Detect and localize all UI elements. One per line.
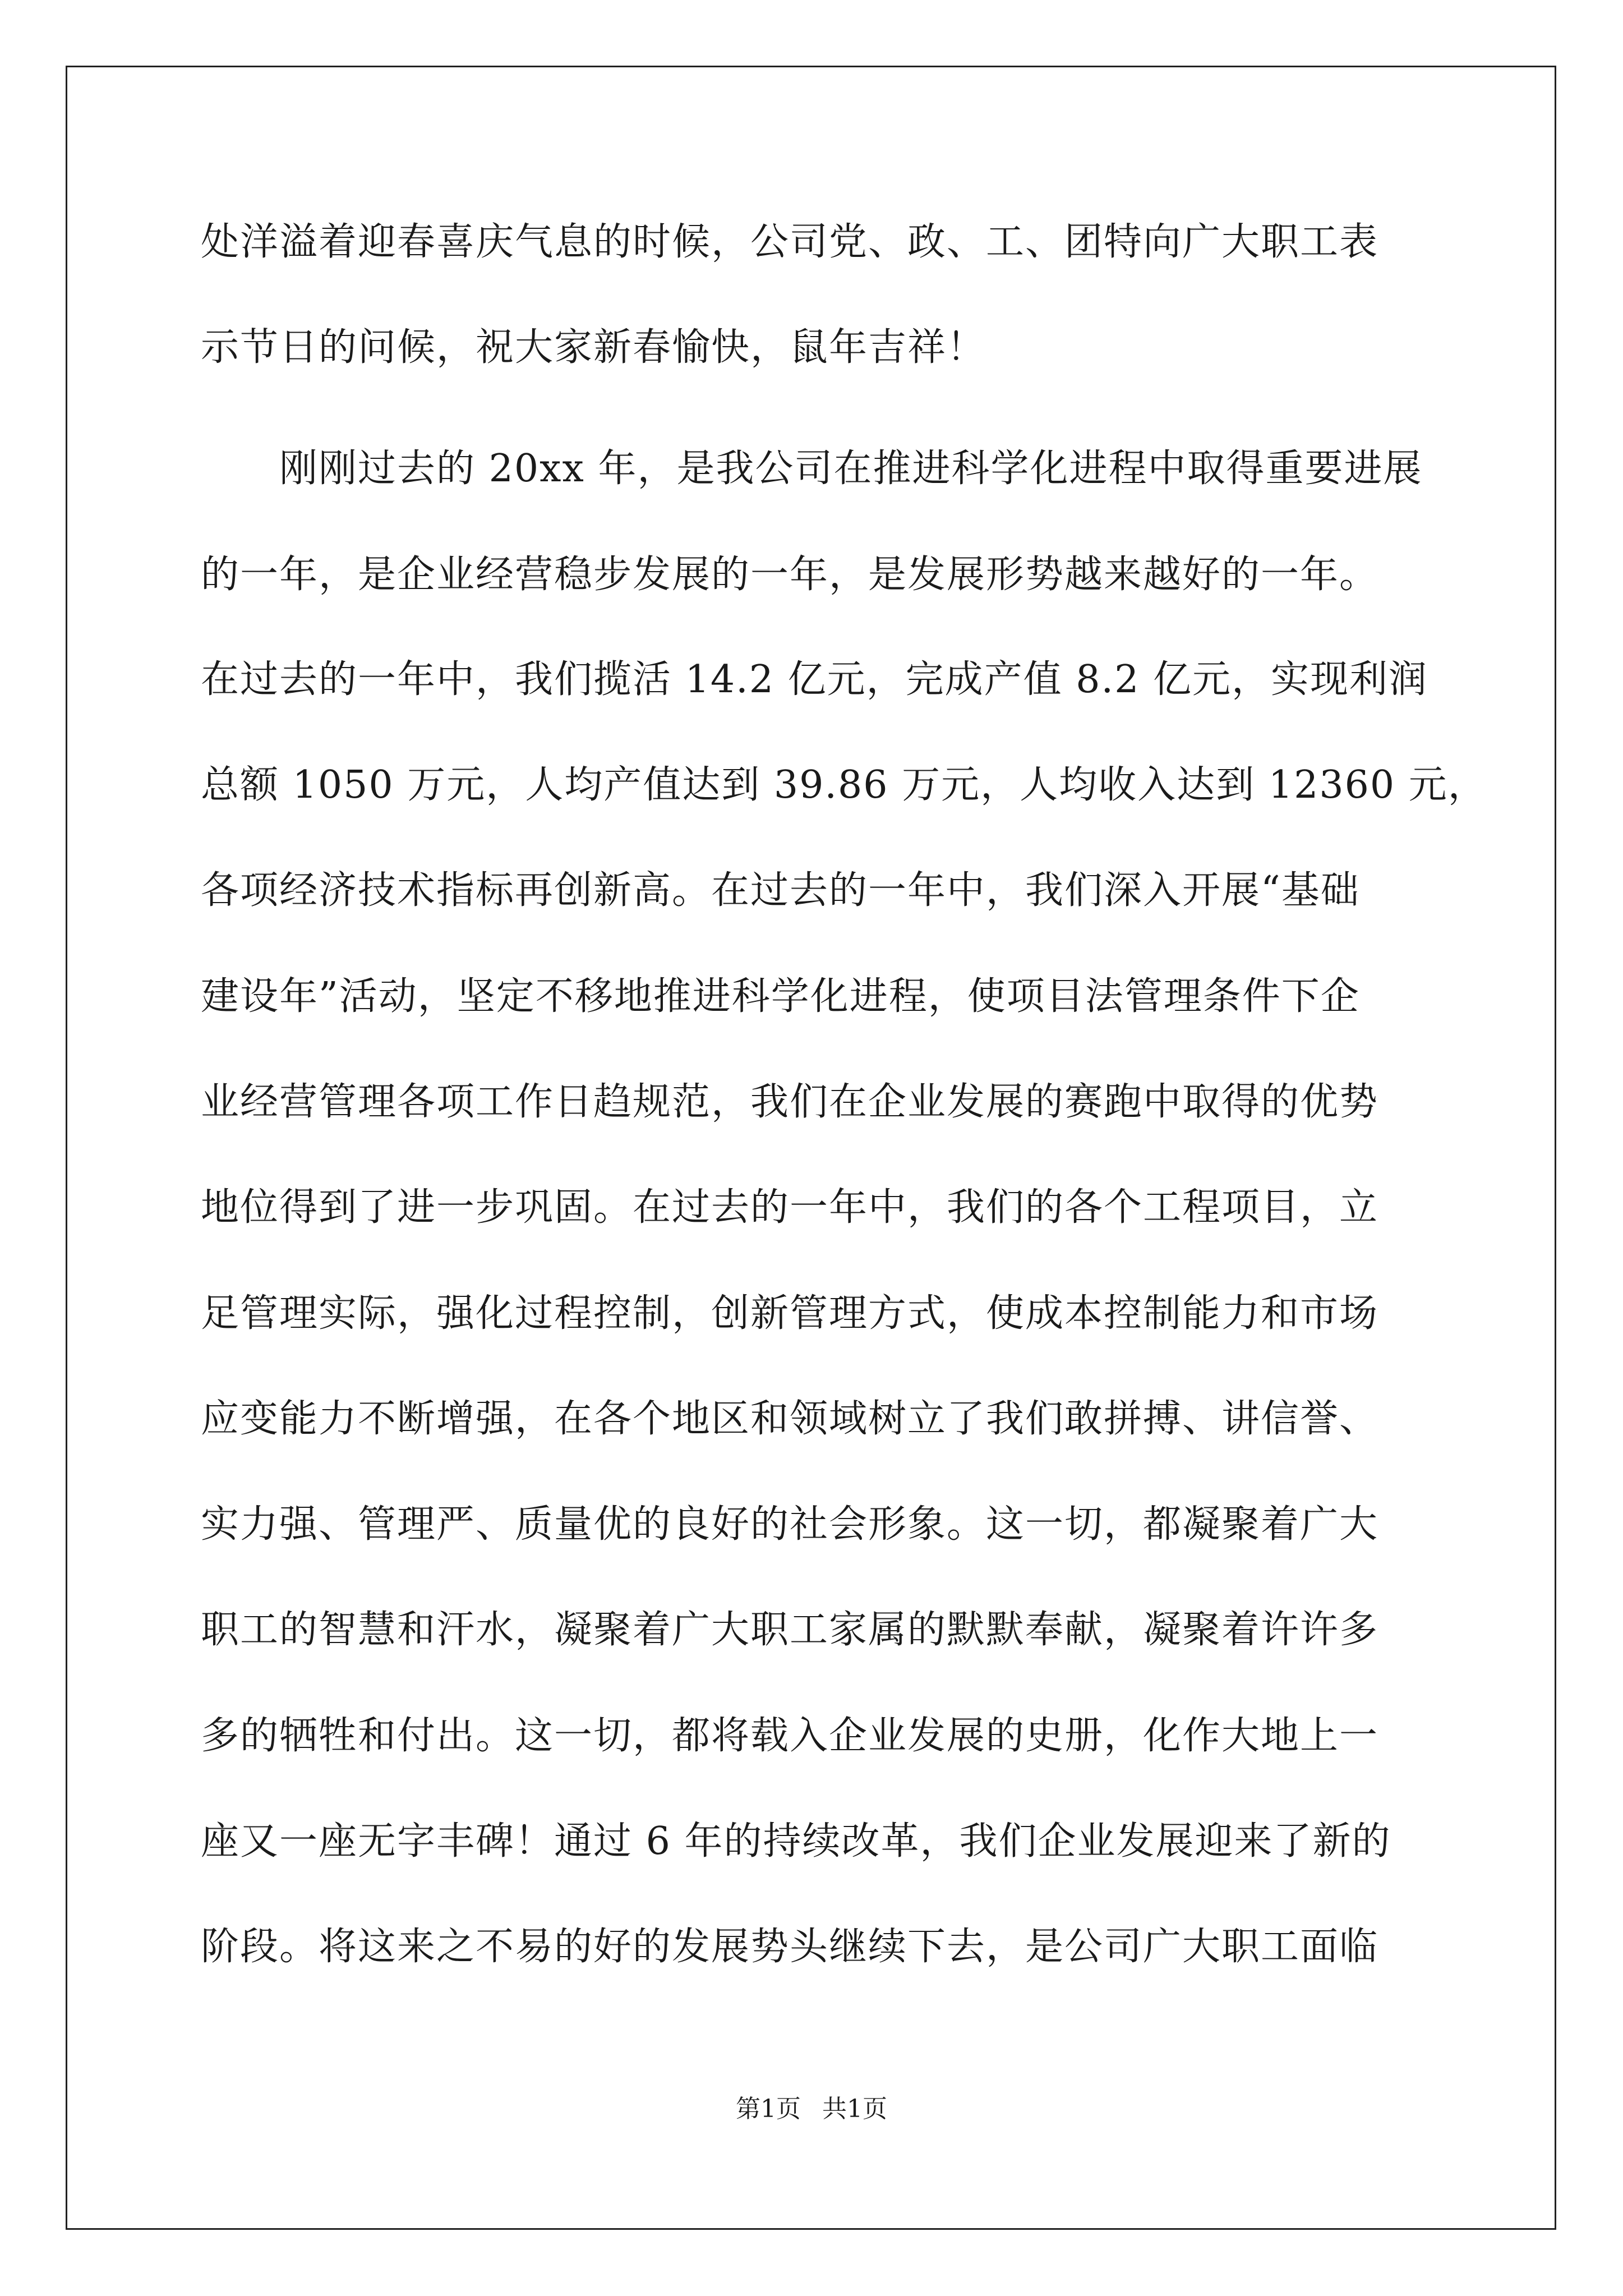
text-line: 各项经济技术指标再创新高。在过去的一年中，我们深入开展“基础 (201, 868, 1360, 913)
text-line: 建设年”活动，坚定不移地推进科学化进程，使项目法管理条件下企 (201, 974, 1360, 1019)
text-line: 业经营管理各项工作日趋规范，我们在企业发展的赛跑中取得的优势 (201, 1080, 1379, 1124)
text-line: 实力强、管理严、质量优的良好的社会形象。这一切，都凝聚着广大 (201, 1502, 1379, 1547)
page-total: 共1页 (822, 2095, 887, 2123)
text-line: 应变能力不断增强，在各个地区和领域树立了我们敢拼搏、讲信誉、 (201, 1397, 1379, 1441)
page-number: 第1页 (736, 2095, 801, 2123)
text-line: 地位得到了进一步巩固。在过去的一年中，我们的各个工程项目，立 (201, 1185, 1379, 1230)
text-line: 在过去的一年中，我们揽活 14.2 亿元，完成产值 8.2 亿元，实现利润 (201, 657, 1428, 702)
text-line: 总额 1050 万元，人均产值达到 39.86 万元，人均收入达到 12360 元， (201, 763, 1487, 807)
page-border (66, 66, 1556, 2230)
text-line: 足管理实际，强化过程控制，创新管理方式，使成本控制能力和市场 (201, 1291, 1379, 1336)
page-footer (0, 2093, 1623, 2125)
text-line: 刚刚过去的 20xx 年，是我公司在推进科学化进程中取得重要进展 (201, 447, 1423, 491)
text-line: 座又一座无字丰碑！通过 6 年的持续改革，我们企业发展迎来了新的 (201, 1819, 1391, 1864)
text-line: 处洋溢着迎春喜庆气息的时候，公司党、政、工、团特向广大职工表 (201, 220, 1379, 264)
text-line: 的一年，是企业经营稳步发展的一年，是发展形势越来越好的一年。 (201, 553, 1379, 597)
text-line: 多的牺牲和付出。这一切，都将载入企业发展的史册，化作大地上一 (201, 1714, 1379, 1758)
text-line: 示节日的问候，祝大家新春愉快，鼠年吉祥！ (201, 325, 986, 370)
text-line: 职工的智慧和汗水，凝聚着广大职工家属的默默奉献，凝聚着许许多 (201, 1608, 1379, 1652)
text-line: 阶段。将这来之不易的好的发展势头继续下去，是公司广大职工面临 (201, 1925, 1379, 1969)
